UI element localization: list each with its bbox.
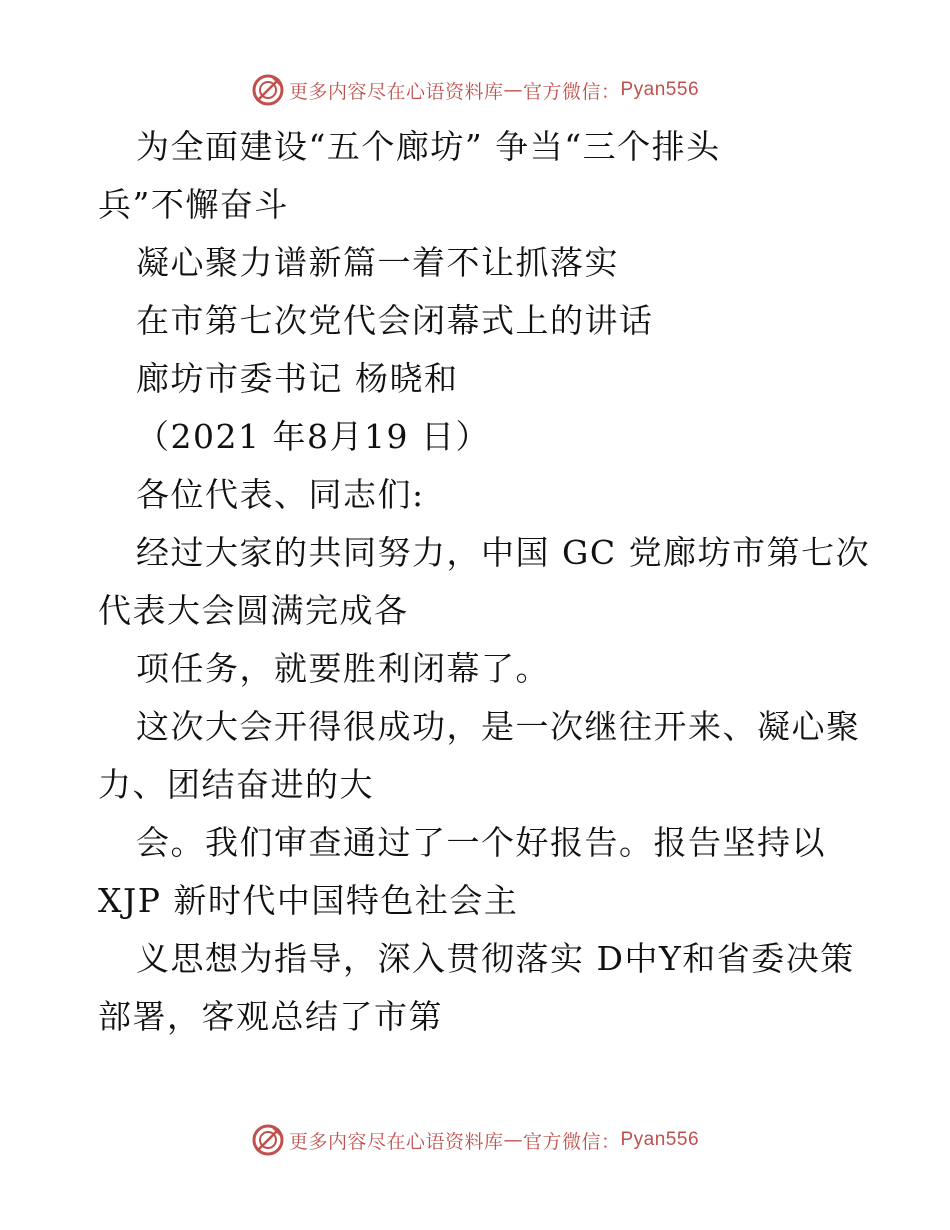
paragraph-line: XJP 新时代中国特色社会主 — [98, 881, 519, 920]
watermark-wechat-id: Pyan556 — [620, 79, 700, 100]
paragraph-line: 代表大会圆满完成各 — [98, 591, 409, 630]
speaker-line: 廊坊市委书记 杨晓和 — [136, 359, 459, 398]
subtitle-line: 凝心聚力谱新篇一着不让抓落实 — [136, 243, 619, 282]
speech-occasion: 在市第七次党代会闭幕式上的讲话 — [136, 301, 654, 340]
watermark-separator: — — [503, 1129, 523, 1151]
paragraph-line: 项任务，就要胜利闭幕了。 — [136, 649, 550, 688]
paragraph-line: 部署，客观总结了市第 — [98, 997, 443, 1036]
red-seal-logo-icon — [251, 73, 285, 107]
paragraph-line: 经过大家的共同努力，中国 GC 党廊坊市第七次 — [136, 533, 871, 572]
watermark-separator: — — [503, 79, 523, 101]
watermark-wechat-label: 官方微信： — [522, 80, 621, 103]
document-body — [98, 118, 871, 1046]
red-seal-logo-icon — [251, 1123, 285, 1157]
paragraph-line: 力、团结奋进的大 — [98, 765, 374, 804]
footer-watermark — [0, 1120, 950, 1160]
paragraph-line: 义思想为指导，深入贯彻落实 D中Y和省委决策 — [136, 939, 855, 978]
salutation: 各位代表、同志们: — [136, 475, 425, 514]
paragraph-line: 这次大会开得很成功，是一次继往开来、凝心聚 — [136, 707, 861, 746]
paragraph-line: 会。我们审查通过了一个好报告。报告坚持以 — [136, 823, 826, 862]
header-watermark — [0, 70, 950, 110]
date-line: （2021 年8月19 日） — [136, 417, 490, 456]
watermark-wechat-id: Pyan556 — [620, 1129, 700, 1150]
title-line-1: 为全面建设“五个廊坊” 争当“三个排头 — [136, 127, 721, 166]
watermark-brand: 更多内容尽在心语资料库 — [288, 1130, 504, 1153]
watermark-brand: 更多内容尽在心语资料库 — [288, 80, 504, 103]
watermark-wechat-label: 官方微信： — [522, 1130, 621, 1153]
title-line-2: 兵”不懈奋斗 — [98, 185, 289, 224]
